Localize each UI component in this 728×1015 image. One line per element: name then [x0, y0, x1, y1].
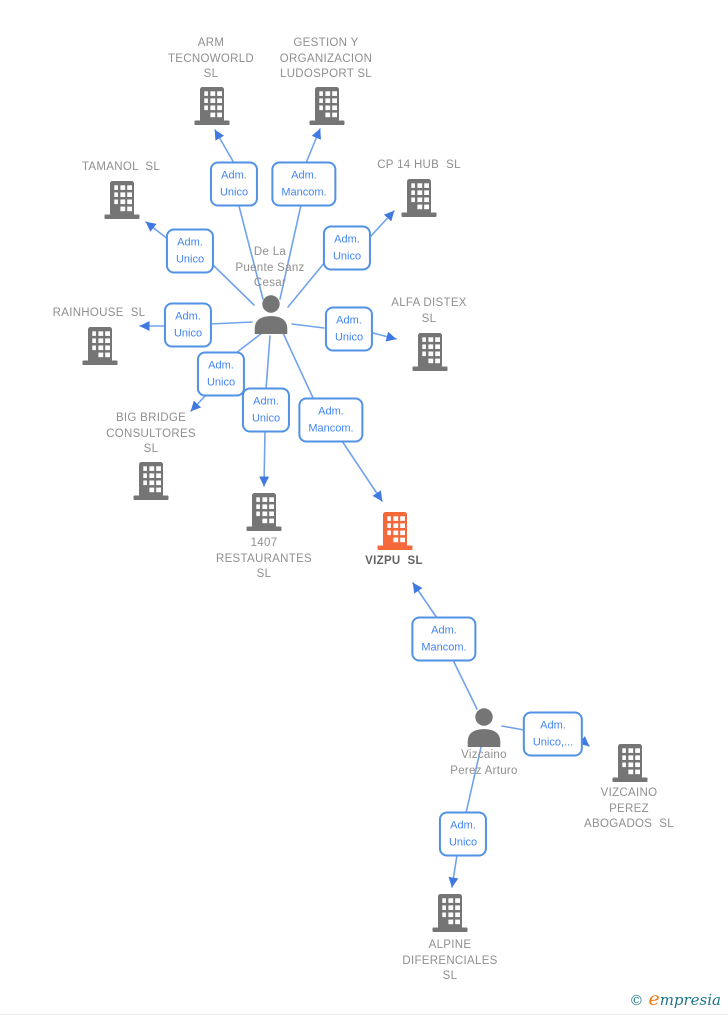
- relation-label-text: Adm.: [175, 310, 201, 323]
- company-label-1407-restaurantes-sl-line: 1407: [250, 537, 278, 549]
- company-node-vizcaino-perez-abogados-sl[interactable]: [610, 743, 650, 783]
- relation-label-text: Unico: [334, 331, 364, 343]
- building-icon: [192, 86, 232, 126]
- person-label-vizcaino-perez-arturo[interactable]: [450, 748, 518, 779]
- company-label-arm-tecnoworld-sl-line: SL: [203, 68, 219, 80]
- relation-label-text: Adm.: [177, 236, 203, 249]
- edge-vizcaino-perez-arturo-to-vizpu-sl: [413, 583, 437, 618]
- relation-label-text: Unico: [219, 186, 249, 198]
- empresia-brand-initial: e: [648, 988, 660, 1010]
- edge-de-la-puente-sanz-cesar-to-arm-tecnoworld-sl: [215, 130, 234, 163]
- edge-de-la-puente-sanz-cesar-to-alfa-distex-sl: [292, 324, 324, 328]
- company-label-vizcaino-perez-abogados-sl[interactable]: [584, 786, 674, 833]
- company-label-big-bridge-consultores-sl-line: CONSULTORES: [106, 427, 196, 440]
- company-node-alfa-distex-sl[interactable]: [410, 332, 450, 372]
- company-label-gestion-y-organizacion-ludosport-sl-line: ORGANIZACION: [279, 52, 373, 65]
- company-label-arm-tecnoworld-sl-line: TECNOWORLD: [167, 52, 255, 65]
- relation-label-text: Unico: [175, 253, 205, 265]
- company-label-vizcaino-perez-abogados-sl-line: PEREZ: [609, 802, 649, 815]
- company-label-alpine-diferenciales-sl[interactable]: [402, 938, 497, 985]
- company-label-alfa-distex-sl[interactable]: [391, 296, 467, 327]
- person-node-vizcaino-perez-arturo[interactable]: [463, 706, 505, 748]
- relation-label-text: Adm.: [431, 624, 457, 637]
- relation-label-text: Adm.: [334, 233, 360, 246]
- company-label-cp-14-hub-sl-line: CP 14 HUB SL: [377, 159, 461, 171]
- building-icon: [430, 893, 470, 933]
- edge-vizcaino-perez-arturo-to-vizcaino-perez-abogados-sl: [502, 726, 524, 730]
- edge-de-la-puente-sanz-cesar-to-1407-restaurantes-sl: [264, 431, 265, 486]
- company-label-big-bridge-consultores-sl-line: SL: [143, 443, 159, 455]
- copyright-icon: ©: [629, 993, 644, 1009]
- empresia-brand-text: mpresia: [659, 991, 721, 1009]
- company-node-vizpu-sl[interactable]: [375, 511, 415, 551]
- company-label-big-bridge-consultores-sl-line: BIG BRIDGE: [115, 412, 187, 424]
- building-icon: [244, 492, 284, 532]
- person-icon: [463, 706, 505, 748]
- company-label-alpine-diferenciales-sl-line: DIFERENCIALES: [402, 954, 498, 967]
- company-label-1407-restaurantes-sl-line: RESTAURANTES: [215, 552, 313, 565]
- empresia-logo: [629, 988, 721, 1010]
- company-node-rainhouse-sl[interactable]: [80, 326, 120, 366]
- edge-de-la-puente-sanz-cesar-to-big-bridge-consultores-sl: [236, 333, 262, 353]
- relation-label-text: Adm.: [221, 169, 247, 182]
- edge-de-la-puente-sanz-cesar-to-1407-restaurantes-sl: [266, 336, 270, 389]
- company-label-tamanol-sl-line: TAMANOL SL: [81, 161, 161, 173]
- company-label-alpine-diferenciales-sl-line: ALPINE: [428, 939, 472, 951]
- company-node-alpine-diferenciales-sl[interactable]: [430, 893, 470, 933]
- person-node-de-la-puente-sanz-cesar[interactable]: [250, 293, 292, 335]
- company-node-tamanol-sl[interactable]: [102, 180, 142, 220]
- person-label-de-la-puente-sanz-cesar-line: Cesar: [253, 277, 287, 289]
- company-label-big-bridge-consultores-sl[interactable]: [106, 411, 196, 458]
- relation-label-rel-bigbridge: [197, 352, 245, 397]
- edge-de-la-puente-sanz-cesar-to-alfa-distex-sl: [373, 333, 396, 339]
- relation-label-text: Unico: [448, 836, 478, 848]
- edge-de-la-puente-sanz-cesar-to-cp-14-hub-sl: [371, 211, 394, 236]
- person-label-de-la-puente-sanz-cesar-line: De La: [253, 246, 287, 258]
- relation-label-text: Unico: [251, 412, 281, 424]
- edge-vizcaino-perez-arturo-to-vizcaino-perez-abogados-sl: [583, 741, 589, 746]
- building-icon: [399, 178, 439, 218]
- relation-label-text: Mancom.: [421, 641, 467, 653]
- company-label-1407-restaurantes-sl-line: SL: [256, 568, 272, 580]
- relation-label-rel-vizpu-cesar: [298, 398, 363, 443]
- company-label-gestion-y-organizacion-ludosport-sl-line: LUDOSPORT SL: [279, 68, 373, 80]
- building-icon: [307, 86, 347, 126]
- relation-label-rel-1407: [242, 388, 290, 433]
- relation-label-text: Unico,...: [532, 736, 574, 748]
- company-node-gestion-y-organizacion-ludosport-sl[interactable]: [307, 86, 347, 126]
- company-label-alpine-diferenciales-sl-line: SL: [442, 970, 458, 982]
- company-label-gestion-y-organizacion-ludosport-sl[interactable]: [280, 36, 372, 83]
- company-label-arm-tecnoworld-sl-line: ARM: [197, 37, 225, 49]
- edge-de-la-puente-sanz-cesar-to-vizpu-sl: [342, 441, 382, 501]
- company-node-big-bridge-consultores-sl[interactable]: [131, 461, 171, 501]
- building-icon: [375, 511, 415, 551]
- person-label-de-la-puente-sanz-cesar-line: Puente Sanz: [235, 261, 305, 274]
- person-label-vizcaino-perez-arturo-line: Vizcaino: [461, 749, 507, 761]
- relation-label-text: Adm.: [253, 395, 279, 408]
- relation-label-text: Mancom.: [308, 422, 354, 434]
- person-icon: [250, 293, 292, 335]
- company-label-vizpu-sl[interactable]: [365, 554, 423, 570]
- company-label-rainhouse-sl-line: RAINHOUSE SL: [52, 307, 146, 319]
- company-node-1407-restaurantes-sl[interactable]: [244, 492, 284, 532]
- company-label-vizcaino-perez-abogados-sl-line: ABOGADOS SL: [584, 818, 674, 830]
- company-label-vizcaino-perez-abogados-sl-line: VIZCAINO: [600, 787, 658, 799]
- edge-vizcaino-perez-arturo-to-vizpu-sl: [453, 660, 477, 709]
- relation-label-rel-vizcaino-abogados: [523, 712, 583, 757]
- relation-label-rel-vizpu-arturo: [411, 617, 476, 662]
- relation-label-text: Adm.: [291, 169, 317, 182]
- building-icon: [131, 461, 171, 501]
- relation-label-rel-arm: [210, 162, 258, 207]
- relation-label-text: Adm.: [208, 359, 234, 372]
- relation-label-text: Adm.: [336, 314, 362, 327]
- company-label-cp-14-hub-sl[interactable]: [377, 158, 461, 174]
- relation-label-text: Unico: [332, 250, 362, 262]
- relation-label-rel-rainhouse: [164, 303, 212, 348]
- relation-label-text: Unico: [173, 327, 203, 339]
- company-node-cp-14-hub-sl[interactable]: [399, 178, 439, 218]
- edge-de-la-puente-sanz-cesar-to-big-bridge-consultores-sl: [191, 395, 206, 411]
- company-label-alfa-distex-sl-line: SL: [421, 312, 437, 325]
- relation-label-text: Unico: [206, 376, 236, 388]
- company-node-arm-tecnoworld-sl[interactable]: [192, 86, 232, 126]
- edge-vizcaino-perez-arturo-to-alpine-diferenciales-sl: [452, 855, 457, 887]
- relation-label-rel-tamanol: [166, 229, 214, 274]
- relation-label-text: Adm.: [450, 819, 476, 832]
- building-icon: [80, 326, 120, 366]
- relation-label-text: Mancom.: [281, 186, 327, 198]
- edge-de-la-puente-sanz-cesar-to-rainhouse-sl: [211, 322, 252, 324]
- edge-de-la-puente-sanz-cesar-to-gestion-y-organizacion-ludosport-sl: [306, 129, 320, 163]
- company-label-alfa-distex-sl-line: ALFA DISTEX: [391, 297, 467, 309]
- relation-label-rel-alfa: [325, 307, 373, 352]
- relation-label-rel-alpine: [439, 812, 487, 857]
- building-icon: [102, 180, 142, 220]
- building-icon: [610, 743, 650, 783]
- company-label-vizpu-sl-line: VIZPU SL: [365, 555, 423, 567]
- company-label-tamanol-sl[interactable]: [82, 160, 160, 176]
- person-label-vizcaino-perez-arturo-line: Perez Arturo: [450, 764, 518, 777]
- relation-label-text: Adm.: [540, 719, 566, 732]
- relation-label-rel-gestion: [271, 162, 336, 207]
- company-label-1407-restaurantes-sl[interactable]: [216, 536, 312, 583]
- company-label-rainhouse-sl[interactable]: [53, 306, 146, 322]
- company-label-arm-tecnoworld-sl[interactable]: [168, 36, 254, 83]
- person-label-de-la-puente-sanz-cesar[interactable]: [235, 245, 304, 292]
- company-label-gestion-y-organizacion-ludosport-sl-line: GESTION Y: [293, 37, 359, 49]
- building-icon: [410, 332, 450, 372]
- relation-label-rel-cp14: [323, 226, 371, 271]
- relation-label-text: Adm.: [318, 405, 344, 418]
